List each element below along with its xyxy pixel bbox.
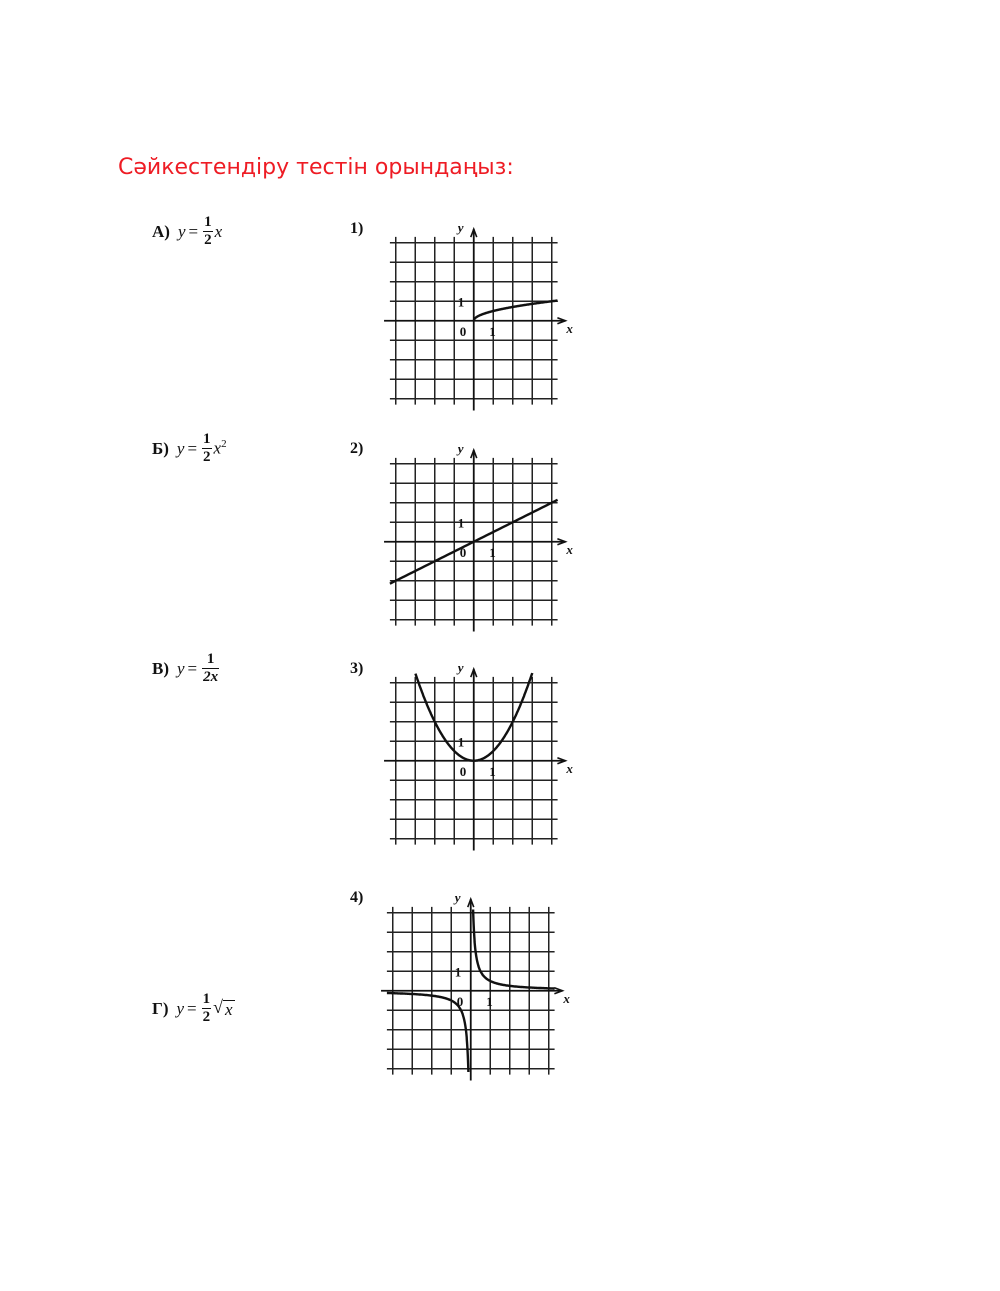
y-axis-label: y <box>455 890 461 906</box>
page-title: Сәйкестендіру тестін орындаңыз: <box>118 155 514 180</box>
function-curve <box>473 910 554 989</box>
formula-v-lhs: y <box>177 658 185 678</box>
formula-b-exponent: 2 <box>221 438 227 451</box>
graph-1-label: 1) <box>350 220 364 237</box>
x-unit-label: 1 <box>489 764 496 779</box>
formula-v-numerator: 1 <box>206 651 215 667</box>
graph-2 <box>382 441 586 638</box>
graph-4-label: 4) <box>350 889 364 906</box>
formula-b-base: x <box>213 438 222 458</box>
formula-v-eq: = <box>187 658 198 678</box>
formula-g-denominator: 2 <box>202 1009 211 1025</box>
formula-b-eq: = <box>187 438 198 458</box>
y-axis-label: y <box>458 220 464 236</box>
function-curve <box>474 301 558 320</box>
formula-b-numerator: 1 <box>203 431 211 447</box>
formula-v-letter: В) <box>152 658 169 678</box>
origin-label: 0 <box>460 545 467 560</box>
x-unit-label: 1 <box>489 324 496 339</box>
graph-3-label: 3) <box>350 660 364 677</box>
y-unit-label: 1 <box>458 734 465 750</box>
y-unit-label: 1 <box>458 294 465 310</box>
graph-3 <box>382 660 586 857</box>
origin-label: 0 <box>457 994 464 1009</box>
formula-a-variable: x <box>214 221 223 241</box>
x-unit-label: 1 <box>489 545 496 560</box>
formula-g-eq: = <box>187 998 197 1018</box>
graph-2-label: 2) <box>350 440 364 457</box>
graph-4 <box>379 890 583 1087</box>
y-unit-label: 1 <box>455 964 462 980</box>
formula-v <box>152 652 221 685</box>
x-axis-label: x <box>563 991 571 1006</box>
x-axis-label: x <box>566 321 574 336</box>
formula-a-fraction <box>203 215 213 248</box>
formula-b-letter: Б) <box>152 438 169 458</box>
formula-b-lhs: y <box>176 438 185 458</box>
formula-g-sqrt <box>213 997 234 1020</box>
origin-label: 0 <box>460 324 467 339</box>
y-axis-label: y <box>458 441 464 457</box>
x-unit-label: 1 <box>486 994 493 1009</box>
formula-a-letter: А) <box>152 221 170 241</box>
formula-a-denominator: 2 <box>204 232 212 248</box>
formula-g-lhs: y <box>176 998 185 1018</box>
origin-label: 0 <box>460 764 467 779</box>
formula-a-numerator: 1 <box>204 214 212 230</box>
x-axis-label: x <box>566 761 574 776</box>
y-unit-label: 1 <box>458 515 465 531</box>
formula-g-fraction <box>202 992 212 1025</box>
formula-a-lhs: y <box>177 221 186 241</box>
formula-g-numerator: 1 <box>202 991 211 1007</box>
x-axis-label: x <box>566 542 574 557</box>
function-curve <box>387 993 469 1072</box>
formula-v-fraction <box>202 652 219 685</box>
graph-1 <box>382 220 586 417</box>
formula-v-denominator: 2x <box>203 669 219 685</box>
formula-g-letter: Г) <box>152 998 169 1018</box>
formula-a-eq: = <box>188 221 199 241</box>
y-axis-label: y <box>458 660 464 676</box>
formula-b-variable <box>214 438 227 459</box>
formula-b-fraction <box>202 432 212 465</box>
formula-a <box>152 215 225 248</box>
sqrt-icon: √ <box>213 997 224 1018</box>
formula-g-radicand: x <box>225 1000 233 1020</box>
formula-b-denominator: 2 <box>203 449 211 465</box>
formula-b <box>152 432 230 465</box>
formula-g <box>152 992 235 1025</box>
